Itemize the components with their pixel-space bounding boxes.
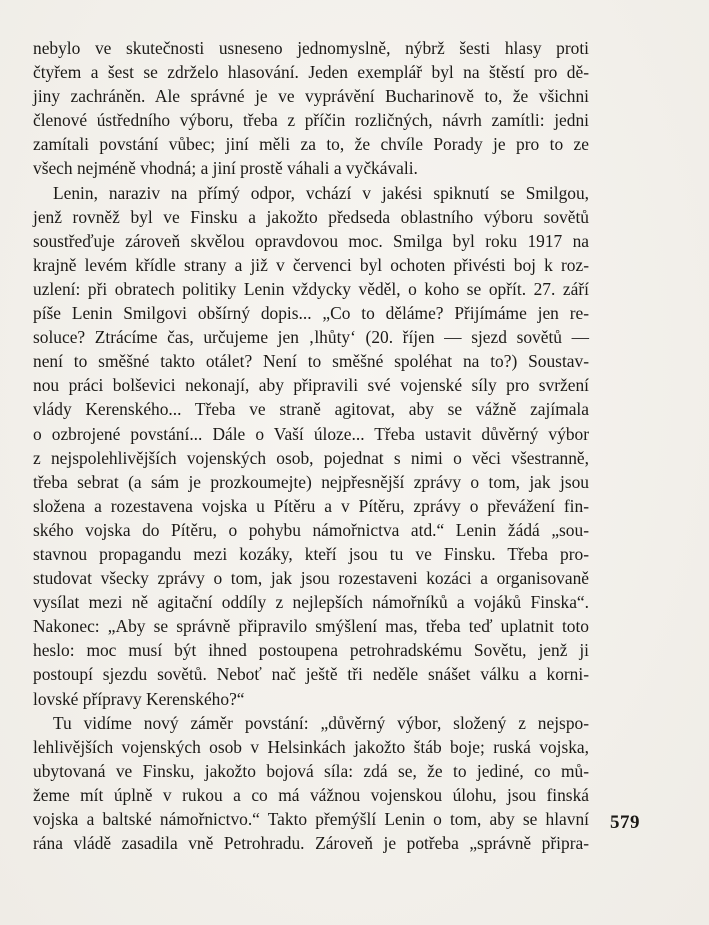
text-line: lovské přípravy Kerenského?“ (33, 688, 245, 709)
text-line: ského vojska do Pítěru, o pohybu námořnictva atd.“ Lenin žádá „sou- (33, 519, 589, 540)
text-line: žeme mít úplně v rukou a co má vážnou vojenskou úlohu, jsou finská (33, 784, 589, 805)
text-line: o ozbrojené povstání... Dále o Vaší úloze... Třeba ustavit důvěrný výbor (33, 423, 589, 444)
text-line: ubytovaná ve Finsku, jakožto bojová síla: zdá se, že to jediné, co mů- (33, 760, 589, 781)
text-line: píše Lenin Smilgovi obšírný dopis... „Co to děláme? Přijímáme jen re- (33, 303, 589, 324)
body-text (33, 36, 589, 855)
text-line: vlády Kerenského... Třeba ve straně agitovat, aby se vážně zajímala (33, 399, 589, 420)
text-line: jiny zachráněn. Ale správné je ve vyprávění Bucharinově to, že všichni (33, 86, 589, 107)
page-number: 579 (610, 812, 640, 833)
text-line: nebylo ve skutečnosti usneseno jednomyslně, nýbrž šesti hlasy proti (33, 38, 589, 58)
text-line: všech nejméně vhodná; a jiní prostě váhali a vyčkávali. (33, 158, 418, 179)
text-line: složena a rozestavena vojska u Pítěru a v Pítěru, zprávy o převážení fin- (33, 495, 589, 516)
text-line: třeba sebrat (a sám je prozkoumejte) nejpřesnější zprávy o tom, jak jsou (33, 471, 589, 492)
text-line: Lenin, naraziv na přímý odpor, vchází v jakési spiknutí se Smilgou, (53, 182, 589, 203)
text-line: lehlivějších vojenských osob v Helsinkách jakožto štáb boje; ruská vojska, (33, 736, 589, 757)
text-line: Nakonec: „Aby se správně připravilo smýšlení mas, třeba teď uplatnit toto (33, 616, 589, 637)
text-line: z nejspolehlivějších vojenských osob, pojednat s nimi o věci všestranně, (33, 447, 589, 468)
text-line: postoupí sjezdu sovětů. Neboť nač ještě tři neděle snášet válku a korni- (33, 664, 589, 685)
text-line: členové ústředního výboru, třeba z příčin rozličných, návrh zamítli: jedni (33, 110, 589, 131)
text-line: rána vládě zasadila vně Petrohradu. Zároveň je potřeba „správně připra- (33, 833, 589, 854)
text-line: vojska a baltské námořnictvo.“ Takto přemýšlí Lenin o tom, aby se hlavní (33, 809, 589, 829)
text-line: čtyřem a šest se zdrželo hlasování. Jeden exemplář byl na štěstí pro dě- (33, 62, 589, 83)
text-line: zamítali povstání vůbec; jiní měli za to, že chvíle Porady je pro to ze (33, 134, 589, 155)
text-line: soustřeďuje zároveň skvělou opravdovou moc. Smilga byl roku 1917 na (33, 230, 589, 251)
text-line: nou práci bolševici nekonají, aby připravili své vojenské síly pro svržení (33, 375, 589, 396)
text-line: heslo: moc musí být ihned postoupena petrohradskému Sovětu, jenž ji (33, 640, 589, 661)
text-line: vysílat mezi ně agitační oddíly z nejlepších námořníků a vojáků Finska“. (33, 592, 589, 613)
text-line: soluce? Ztrácíme čas, určujeme jen ‚lhůty‘ (20. říjen — sjezd sovětů — (33, 327, 589, 348)
text-line: studovat všecky zprávy o tom, jak jsou rozestaveni kozáci a organisovaně (33, 568, 589, 589)
text-line: jenž rovněž byl ve Finsku a jakožto předseda oblastního výboru sovětů (33, 206, 589, 227)
text-line: krajně levém křídle strany a již v červenci byl ochoten přivésti boj k roz- (33, 254, 589, 275)
text-line: uzlení: při obratech politiky Lenin vždycky věděl, o koho se opřít. 27. září (33, 278, 589, 299)
text-line: stavnou propagandu mezi kozáky, kteří jsou tu ve Finsku. Třeba pro- (33, 543, 589, 564)
text-line: není to směšné takto otálet? Není to směšné spoléhat na to?) Soustav- (33, 351, 589, 372)
text-line: Tu vidíme nový záměr povstání: „důvěrný výbor, složený z nejspo- (53, 712, 589, 733)
